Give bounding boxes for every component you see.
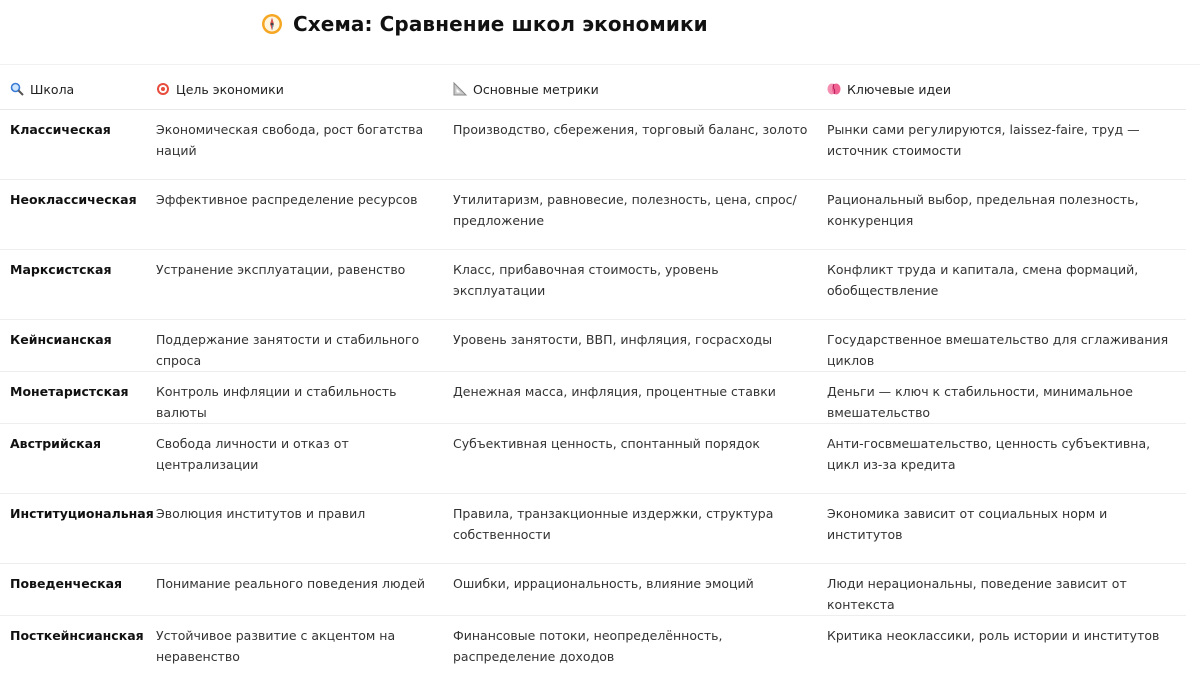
brain-icon [827, 82, 841, 96]
ideas-cell: Анти-госвмешательство, ценность субъективна, цикл из-за кредита [817, 424, 1186, 494]
school-name: Классическая [0, 110, 146, 180]
school-name: Посткейнсианская [0, 616, 146, 685]
metrics-cell: Правила, транзакционные издержки, структура собственности [443, 494, 817, 564]
metrics-cell: Финансовые потоки, неопределённость, распределение доходов [443, 616, 817, 685]
triangle-ruler-icon [453, 82, 467, 96]
column-header-goal [146, 70, 443, 110]
table-row [0, 110, 1186, 180]
school-name: Австрийская [0, 424, 146, 494]
table-row [0, 320, 1186, 372]
table-row [0, 250, 1186, 320]
ideas-cell: Люди нерациональны, поведение зависит от контекста [817, 564, 1186, 616]
goal-cell: Экономическая свобода, рост богатства наций [146, 110, 443, 180]
metrics-cell: Денежная масса, инфляция, процентные ставки [443, 372, 817, 424]
ideas-cell: Рынки сами регулируются, laissez-faire, труд — источник стоимости [817, 110, 1186, 180]
goal-cell: Эволюция институтов и правил [146, 494, 443, 564]
compass-icon [261, 13, 283, 35]
goal-cell: Устранение эксплуатации, равенство [146, 250, 443, 320]
ideas-cell: Государственное вмешательство для сглаживания циклов [817, 320, 1186, 372]
column-header-school [0, 70, 146, 110]
comparison-table [0, 70, 1186, 685]
ideas-cell: Конфликт труда и капитала, смена формаций, обобществление [817, 250, 1186, 320]
column-header-label: Основные метрики [473, 82, 599, 97]
goal-cell: Эффективное распределение ресурсов [146, 180, 443, 250]
metrics-cell: Утилитаризм, равновесие, полезность, цена, спрос/предложение [443, 180, 817, 250]
target-icon [156, 82, 170, 96]
table-row [0, 616, 1186, 685]
metrics-cell: Класс, прибавочная стоимость, уровень эксплуатации [443, 250, 817, 320]
column-header-metrics [443, 70, 817, 110]
school-name: Кейнсианская [0, 320, 146, 372]
goal-cell: Понимание реального поведения людей [146, 564, 443, 616]
school-name: Неоклассическая [0, 180, 146, 250]
table-header-row [0, 70, 1186, 110]
goal-cell: Свобода личности и отказ от централизации [146, 424, 443, 494]
school-name: Монетаристская [0, 372, 146, 424]
ideas-cell: Экономика зависит от социальных норм и институтов [817, 494, 1186, 564]
goal-cell: Контроль инфляции и стабильность валюты [146, 372, 443, 424]
ideas-cell: Критика неоклассики, роль истории и институтов [817, 616, 1186, 685]
school-name: Поведенческая [0, 564, 146, 616]
column-header-label: Цель экономики [176, 82, 284, 97]
ideas-cell: Рациональный выбор, предельная полезность, конкуренция [817, 180, 1186, 250]
column-header-ideas [817, 70, 1186, 110]
school-name: Марксистская [0, 250, 146, 320]
metrics-cell: Уровень занятости, ВВП, инфляция, госрасходы [443, 320, 817, 372]
ideas-cell: Деньги — ключ к стабильности, минимальное вмешательство [817, 372, 1186, 424]
metrics-cell: Ошибки, иррациональность, влияние эмоций [443, 564, 817, 616]
column-header-label: Ключевые идеи [847, 82, 951, 97]
title-divider [0, 64, 1200, 65]
table-row [0, 564, 1186, 616]
table-row [0, 494, 1186, 564]
table-row [0, 180, 1186, 250]
title-row [261, 9, 708, 39]
goal-cell: Поддержание занятости и стабильного спроса [146, 320, 443, 372]
metrics-cell: Производство, сбережения, торговый баланс, золото [443, 110, 817, 180]
column-header-label: Школа [30, 82, 74, 97]
goal-cell: Устойчивое развитие с акцентом на неравенство [146, 616, 443, 685]
page-title: Схема: Сравнение школ экономики [293, 12, 708, 36]
metrics-cell: Субъективная ценность, спонтанный порядок [443, 424, 817, 494]
magnifier-icon [10, 82, 24, 96]
table-row [0, 424, 1186, 494]
school-name: Институциональная [0, 494, 146, 564]
table-row [0, 372, 1186, 424]
